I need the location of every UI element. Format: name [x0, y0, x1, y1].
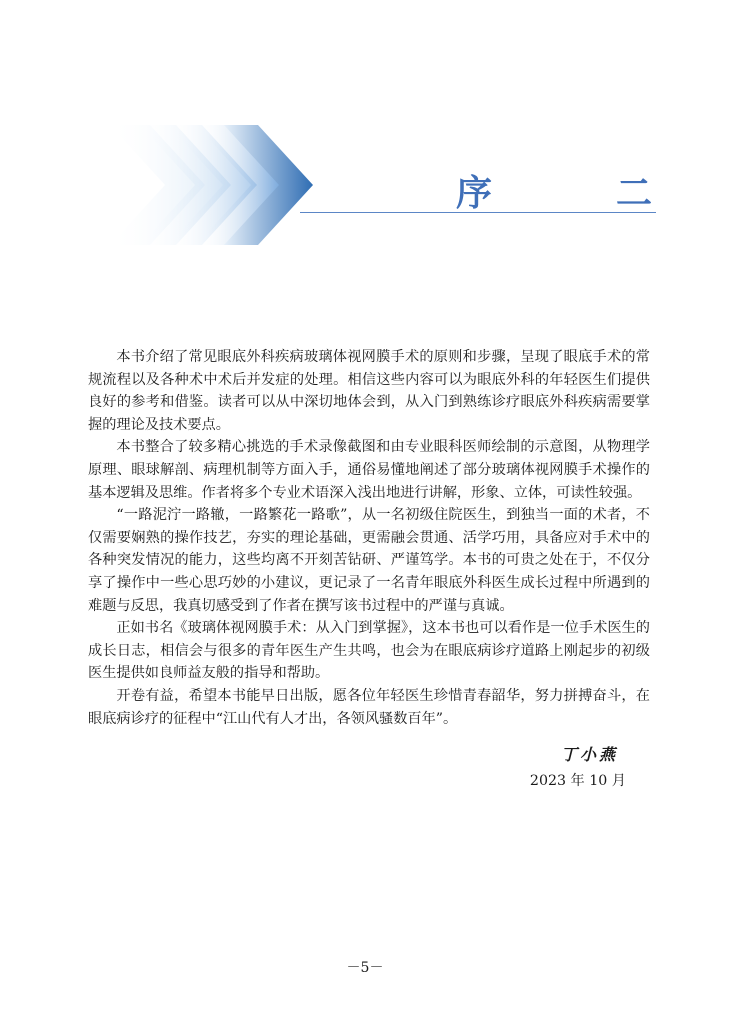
paragraph-4: 正如书名《玻璃体视网膜手术：从入门到掌握》，这本书也可以看作是一位手术医生的成长日志，相信会与很多的青年医生产生共鸣，也会为在眼底病诊疗道路上刚起步的初级医生提供如良师益友般的指导和帮助。 — [88, 620, 650, 682]
chapter-title: 序 二 — [455, 173, 696, 214]
title-underline — [300, 212, 656, 213]
author-signature: 丁小燕 — [560, 745, 618, 764]
paragraph-5: 开卷有益，希望本书能早日出版，愿各位年轻医生珍惜青春韶华，努力拼搏奋斗，在眼底病诊疗的征程中“江山代有人才出，各领风骚数百年”。 — [88, 687, 650, 727]
preface-body — [88, 346, 650, 730]
chapter-header-graphic — [0, 0, 730, 270]
paragraph-2: 本书整合了较多精心挑选的手术录像截图和由专业眼科医师绘制的示意图，从物理学原理、眼球解剖、病理机制等方面入手，通俗易懂地阐述了部分玻璃体视网膜手术操作的基本逻辑及思维。作者将多个专业术语深入浅出地进行讲解，形象、立体，可读性较强。 — [88, 439, 650, 501]
paragraph-3: “一路泥泞一路辙，一路繁花一路歌”，从一名初级住院医生，到独当一面的术者，不仅需要娴熟的操作技艺，夯实的理论基础，更需融会贯通、活学巧用，具备应对手术中的各种突发情况的能力，这些均离不开刻苦钻研、严谨笃学。本书的可贵之处在于，不仅分享了操作中一些心思巧妙的小建议，更记录了一名青年眼底外科医生成长过程中所遇到的难题与反思，我真切感受到了作者在撰写该书过程中的严谨与真诚。 — [88, 507, 650, 614]
paragraph-1: 本书介绍了常见眼底外科疾病玻璃体视网膜手术的原则和步骤，呈现了眼底手术的常规流程以及各种术中术后并发症的处理。相信这些内容可以为眼底外科的年轻医生们提供良好的参考和借鉴。读者可以从中深切地体会到，从入门到熟练诊疗眼底外科疾病需要掌握的理论及技术要点。 — [88, 349, 650, 433]
page-number: －5－ — [346, 960, 384, 976]
signature-date: 2023 年 10 月 — [529, 773, 626, 789]
